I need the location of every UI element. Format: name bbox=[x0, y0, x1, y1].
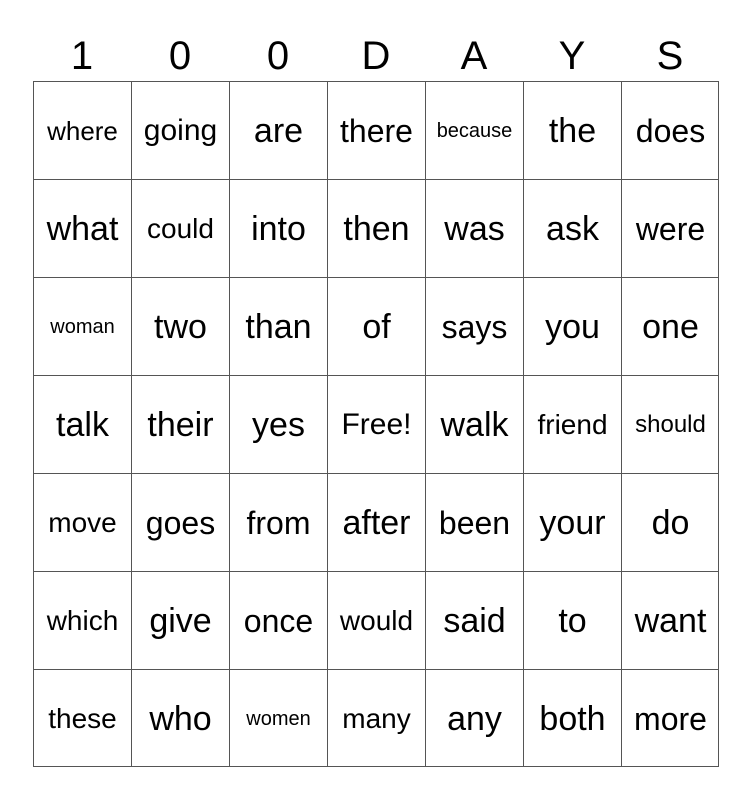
bingo-cell: talk bbox=[33, 375, 131, 473]
header-letter: Y bbox=[558, 34, 586, 78]
bingo-cell: said bbox=[425, 571, 523, 669]
bingo-cell: then bbox=[327, 179, 425, 277]
bingo-cell: yes bbox=[229, 375, 327, 473]
bingo-cell: move bbox=[33, 473, 131, 571]
bingo-cell: of bbox=[327, 277, 425, 375]
bingo-cell: been bbox=[425, 473, 523, 571]
bingo-cell: who bbox=[131, 669, 229, 767]
free-space: Free! bbox=[327, 375, 425, 473]
bingo-cell: these bbox=[33, 669, 131, 767]
bingo-cell: two bbox=[131, 277, 229, 375]
bingo-cell: many bbox=[327, 669, 425, 767]
bingo-cell: your bbox=[523, 473, 621, 571]
bingo-cell: one bbox=[621, 277, 719, 375]
bingo-cell: ask bbox=[523, 179, 621, 277]
bingo-cell: both bbox=[523, 669, 621, 767]
bingo-cell: could bbox=[131, 179, 229, 277]
bingo-cell: was bbox=[425, 179, 523, 277]
bingo-cell: from bbox=[229, 473, 327, 571]
header-letter: 0 bbox=[168, 34, 192, 78]
bingo-cell: give bbox=[131, 571, 229, 669]
bingo-cell: woman bbox=[33, 277, 131, 375]
bingo-cell: would bbox=[327, 571, 425, 669]
bingo-cell: after bbox=[327, 473, 425, 571]
bingo-cell: which bbox=[33, 571, 131, 669]
bingo-cell: want bbox=[621, 571, 719, 669]
bingo-cell: than bbox=[229, 277, 327, 375]
bingo-cell: goes bbox=[131, 473, 229, 571]
bingo-cell: were bbox=[621, 179, 719, 277]
bingo-header bbox=[33, 30, 719, 82]
bingo-cell: you bbox=[523, 277, 621, 375]
bingo-cell: walk bbox=[425, 375, 523, 473]
bingo-cell: because bbox=[425, 81, 523, 179]
bingo-cell: where bbox=[33, 81, 131, 179]
bingo-cell: women bbox=[229, 669, 327, 767]
bingo-cell: what bbox=[33, 179, 131, 277]
bingo-cell: the bbox=[523, 81, 621, 179]
bingo-cell: do bbox=[621, 473, 719, 571]
bingo-cell: more bbox=[621, 669, 719, 767]
bingo-cell: there bbox=[327, 81, 425, 179]
bingo-grid bbox=[33, 81, 719, 767]
bingo-cell: once bbox=[229, 571, 327, 669]
bingo-cell: says bbox=[425, 277, 523, 375]
bingo-cell: are bbox=[229, 81, 327, 179]
header-letter: D bbox=[361, 34, 391, 78]
bingo-cell: into bbox=[229, 179, 327, 277]
bingo-cell: any bbox=[425, 669, 523, 767]
header-letter: A bbox=[460, 34, 488, 78]
bingo-cell: friend bbox=[523, 375, 621, 473]
bingo-cell: to bbox=[523, 571, 621, 669]
header-letter: 1 bbox=[70, 34, 94, 78]
bingo-cell: should bbox=[621, 375, 719, 473]
header-letter: S bbox=[656, 34, 684, 78]
header-letter: 0 bbox=[266, 34, 290, 78]
bingo-cell: their bbox=[131, 375, 229, 473]
bingo-cell: going bbox=[131, 81, 229, 179]
bingo-cell: does bbox=[621, 81, 719, 179]
